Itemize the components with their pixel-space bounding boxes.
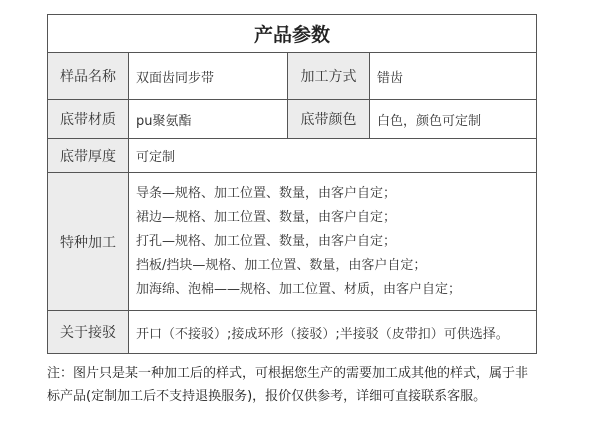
special-line: 挡板/挡块—规格、加工位置、数量，由客户自定； <box>136 257 427 273</box>
table-row <box>48 100 537 139</box>
table-row <box>48 311 537 354</box>
process-value: 错齿 <box>370 53 537 100</box>
joint-label: 关于接驳 <box>48 311 129 354</box>
sample-name-label: 样品名称 <box>48 53 129 100</box>
product-parameters-table <box>47 14 537 354</box>
table-row <box>48 53 537 100</box>
note-line: 标产品(定制加工后不支持退换服务)，报价仅供参考，详细可直接联系客服。 <box>47 389 487 404</box>
thickness-value: 可定制 <box>129 139 537 173</box>
special-line: 裙边—规格、加工位置、数量，由客户自定； <box>136 209 397 225</box>
special-line: 打孔—规格、加工位置、数量，由客户自定； <box>136 233 397 249</box>
table-row <box>48 139 537 173</box>
material-value: pu聚氨酯 <box>129 100 288 139</box>
special-line: 导条—规格、加工位置、数量，由客户自定； <box>136 185 397 201</box>
color-value: 白色，颜色可定制 <box>370 100 537 139</box>
sample-name-value: 双面齿同步带 <box>129 53 288 100</box>
special-value <box>129 173 537 311</box>
note <box>47 362 567 408</box>
special-label: 特种加工 <box>48 173 129 311</box>
thickness-label: 底带厚度 <box>48 139 129 173</box>
color-label: 底带颜色 <box>288 100 370 139</box>
table-row <box>48 173 537 311</box>
process-label: 加工方式 <box>288 53 370 100</box>
table-title: 产品参数 <box>48 15 537 53</box>
material-label: 底带材质 <box>48 100 129 139</box>
special-line: 加海绵、泡棉——规格、加工位置、材质，由客户自定； <box>136 281 462 297</box>
note-line: 注：图片只是某一种加工后的样式，可根据您生产的需要加工成其他的样式，属于非 <box>47 366 529 381</box>
joint-value: 开口（不接驳）;接成环形（接驳）;半接驳（皮带扣）可供选择。 <box>129 311 537 354</box>
